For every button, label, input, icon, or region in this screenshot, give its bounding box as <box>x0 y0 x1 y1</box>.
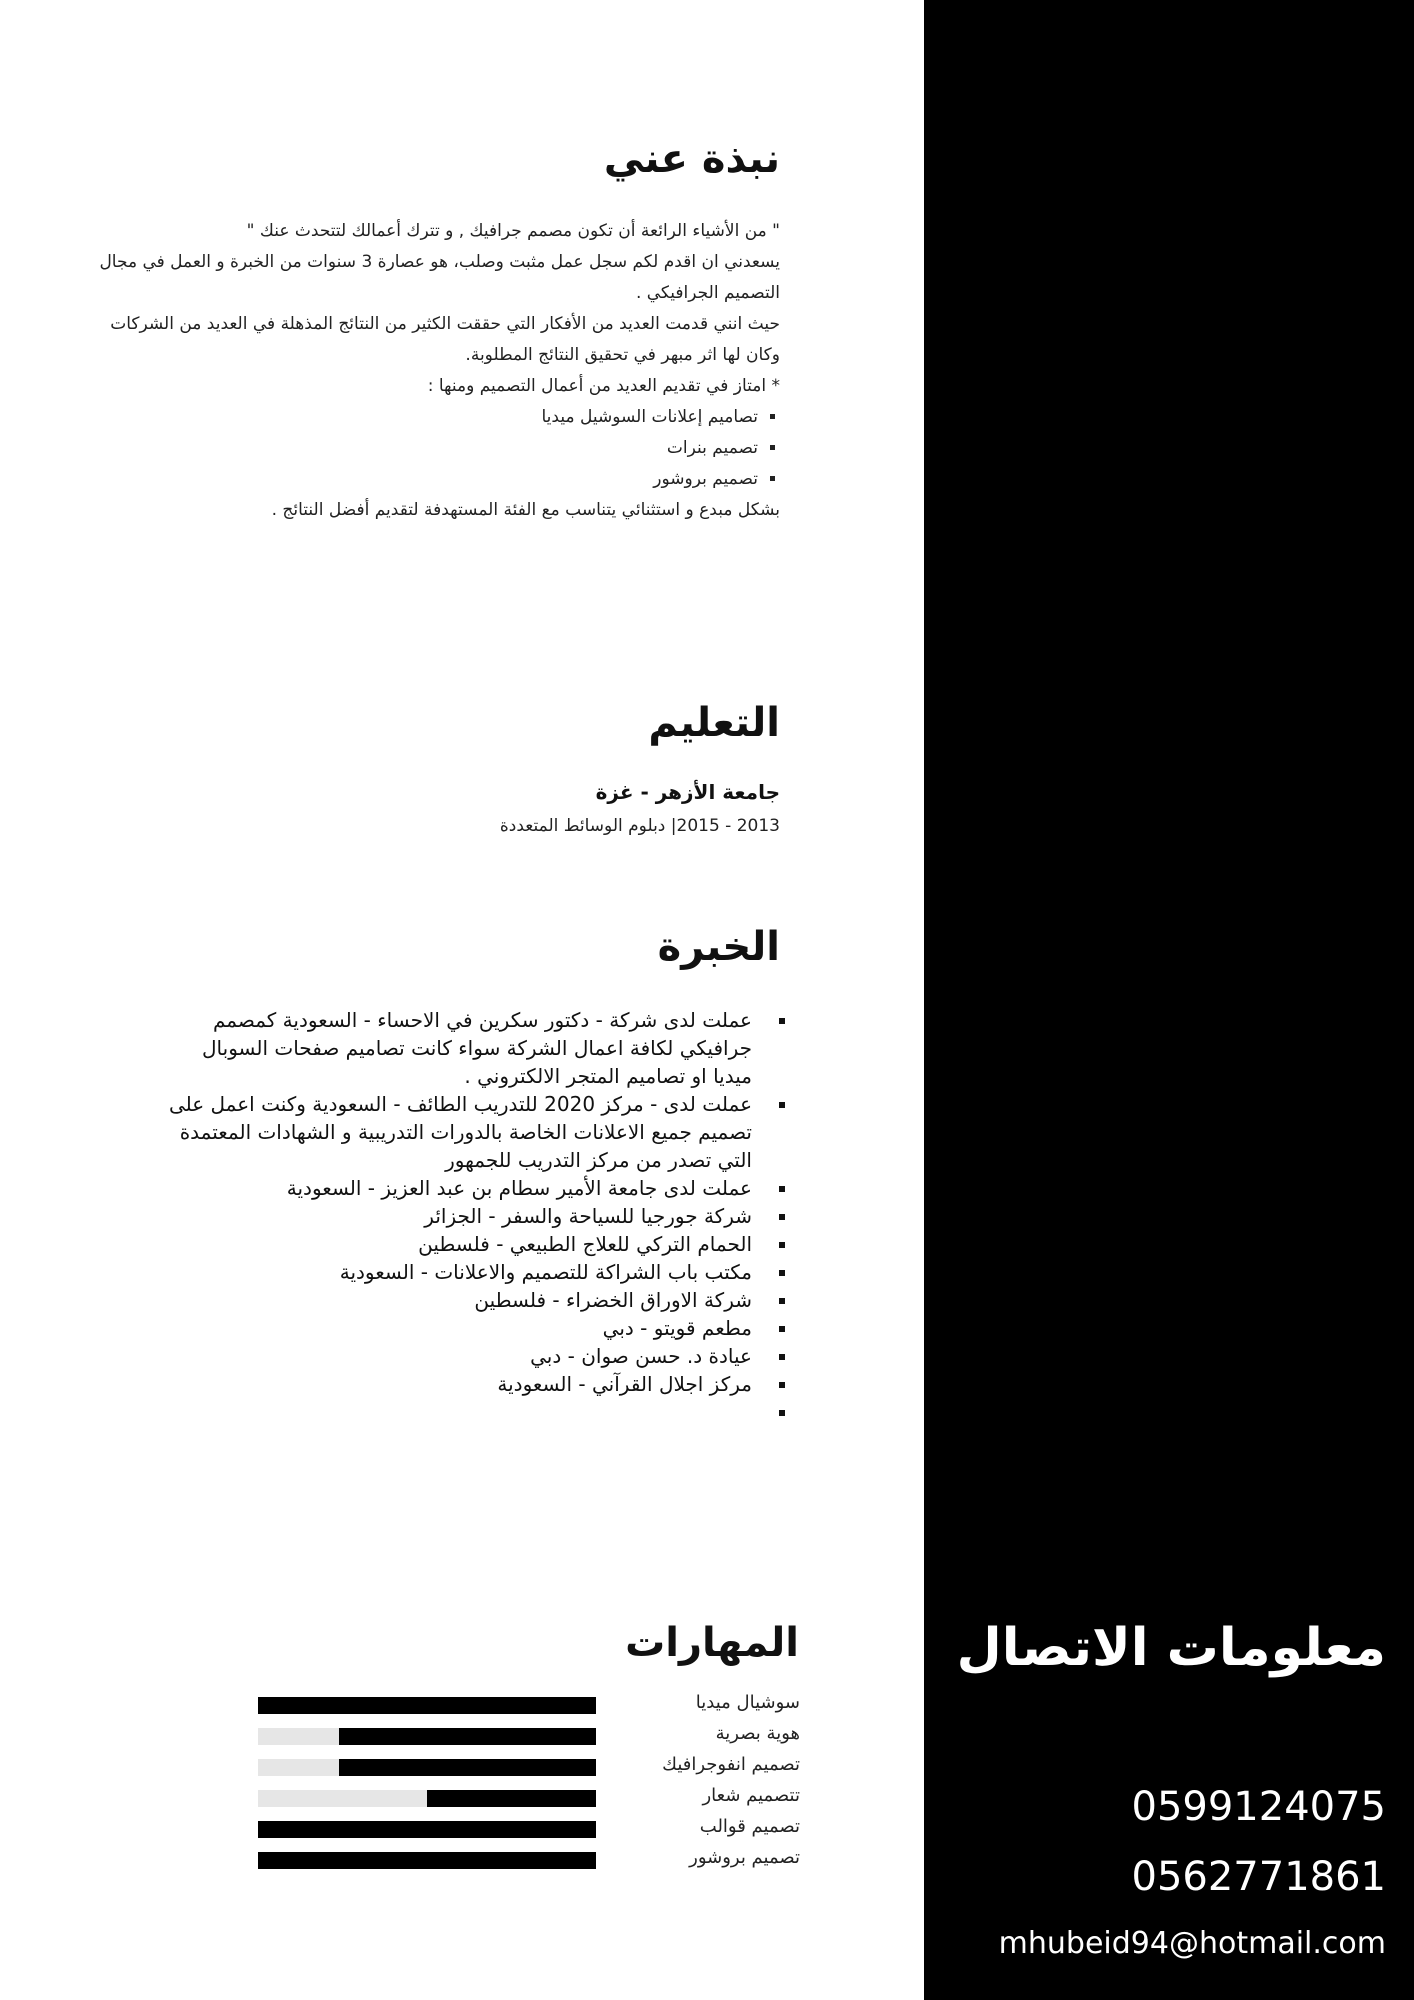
about-body <box>80 216 780 526</box>
experience-item: ▪ مركز اجلال القرآني - السعودية <box>166 1370 766 1398</box>
experience-item: ▪ مكتب باب الشراكة للتصميم والاعلانات - السعودية <box>166 1258 766 1286</box>
about-list <box>80 402 780 495</box>
experience-item: ▪ مطعم قويتو - دبي <box>166 1314 766 1342</box>
skill-row <box>258 1690 800 1721</box>
about-paragraph: * امتاز في تقديم العديد من أعمال التصميم ومنها : <box>427 376 780 396</box>
contact-sidebar <box>924 0 1414 2000</box>
skill-label: تصميم بروشور <box>689 1847 800 1868</box>
contact-heading: معلومات الاتصال <box>956 1618 1386 1678</box>
skill-label: هوية بصرية <box>715 1723 800 1744</box>
experience-item: ▪ عملت لدى جامعة الأمير سطام بن عبد العزيز - السعودية <box>166 1174 766 1202</box>
about-closing: بشكل مبدع و استثنائي يتناسب مع الفئة المستهدفة لتقديم أفضل النتائج . <box>271 500 780 520</box>
experience-item: ▪ عملت لدى شركة - دكتور سكرين في الاحساء - السعودية كمصمم جرافيكي لكافة اعمال الشركة سواء كانت تصاميم صفحات السوبال ميديا او تصاميم المتجر الالكتروني . <box>166 1006 766 1090</box>
skill-row <box>258 1752 800 1783</box>
experience-item: ▪ شركة الاوراق الخضراء - فلسطين <box>166 1286 766 1314</box>
education-detail: 2013 - 2015| دبلوم الوسائط المتعددة <box>499 816 780 836</box>
experience-item <box>166 1398 766 1426</box>
skill-bar-fill <box>258 1821 596 1838</box>
experience-item: ▪ شركة جورجيا للسياحة والسفر - الجزائر <box>166 1202 766 1230</box>
skill-bar <box>258 1728 596 1745</box>
experience-item: ▪ عملت لدى - مركز 2020 للتدريب الطائف - السعودية وكنت اعمل على تصميم جميع الاعلانات الخاصة بالدورات التدريبية و الشهادات المعتمدة التي تصدر من مركز التدريب للجمهور <box>166 1090 766 1174</box>
about-paragraph: يسعدني ان اقدم لكم سجل عمل مثبت وصلب، هو عصارة 3 سنوات من الخبرة و العمل في مجال التصميم الجرافيكي . <box>99 252 780 303</box>
experience-item: ▪ عيادة د. حسن صوان - دبي <box>166 1342 766 1370</box>
skill-label: تصميم انفوجرافيك <box>662 1754 800 1775</box>
skill-label: سوشيال ميديا <box>695 1692 800 1713</box>
skills-heading: المهارات <box>625 1620 799 1666</box>
skill-bar <box>258 1852 596 1869</box>
experience-heading: الخبرة <box>657 924 780 970</box>
about-paragraph: " من الأشياء الرائعة أن تكون مصمم جرافيك , و تترك أعمالك لتتحدث عنك " <box>246 221 780 241</box>
email-address[interactable]: mhubeid94@hotmail.com <box>998 1926 1386 1961</box>
about-list-item: ▪ تصميم بروشور <box>80 464 758 495</box>
about-list-item: ▪ تصميم بنرات <box>80 433 758 464</box>
skill-row <box>258 1783 800 1814</box>
skill-bar-fill <box>339 1728 596 1745</box>
phone-number-2[interactable]: 0562771861 <box>1131 1854 1386 1900</box>
experience-list <box>166 1006 780 1426</box>
skill-row <box>258 1814 800 1845</box>
about-heading: نبذة عني <box>603 136 780 182</box>
experience-item: ▪ الحمام التركي للعلاج الطبيعي - فلسطين <box>166 1230 766 1258</box>
about-paragraph: حيث انني قدمت العديد من الأفكار التي حققت الكثير من النتائج المذهلة في العديد من الشركات وكان لها اثر مبهر في تحقيق النتائج المطلوبة. <box>110 314 780 365</box>
skill-bar <box>258 1821 596 1838</box>
skill-bar <box>258 1790 596 1807</box>
skills-list <box>258 1690 800 1876</box>
skill-bar <box>258 1759 596 1776</box>
about-list-item: ▪ تصاميم إعلانات السوشيل ميديا <box>80 402 758 433</box>
education-heading: التعليم <box>648 700 780 746</box>
skill-bar-fill <box>258 1852 596 1869</box>
skill-bar-fill <box>427 1790 596 1807</box>
skill-bar <box>258 1697 596 1714</box>
skill-row <box>258 1721 800 1752</box>
skill-label: تتصميم شعار <box>702 1785 800 1806</box>
education-school: جامعة الأزهر - غزة <box>595 780 780 804</box>
skill-label: تصميم قوالب <box>699 1816 800 1837</box>
phone-number-1[interactable]: 0599124075 <box>1131 1784 1386 1830</box>
skill-row <box>258 1845 800 1876</box>
skill-bar-fill <box>258 1697 596 1714</box>
skill-bar-fill <box>339 1759 596 1776</box>
